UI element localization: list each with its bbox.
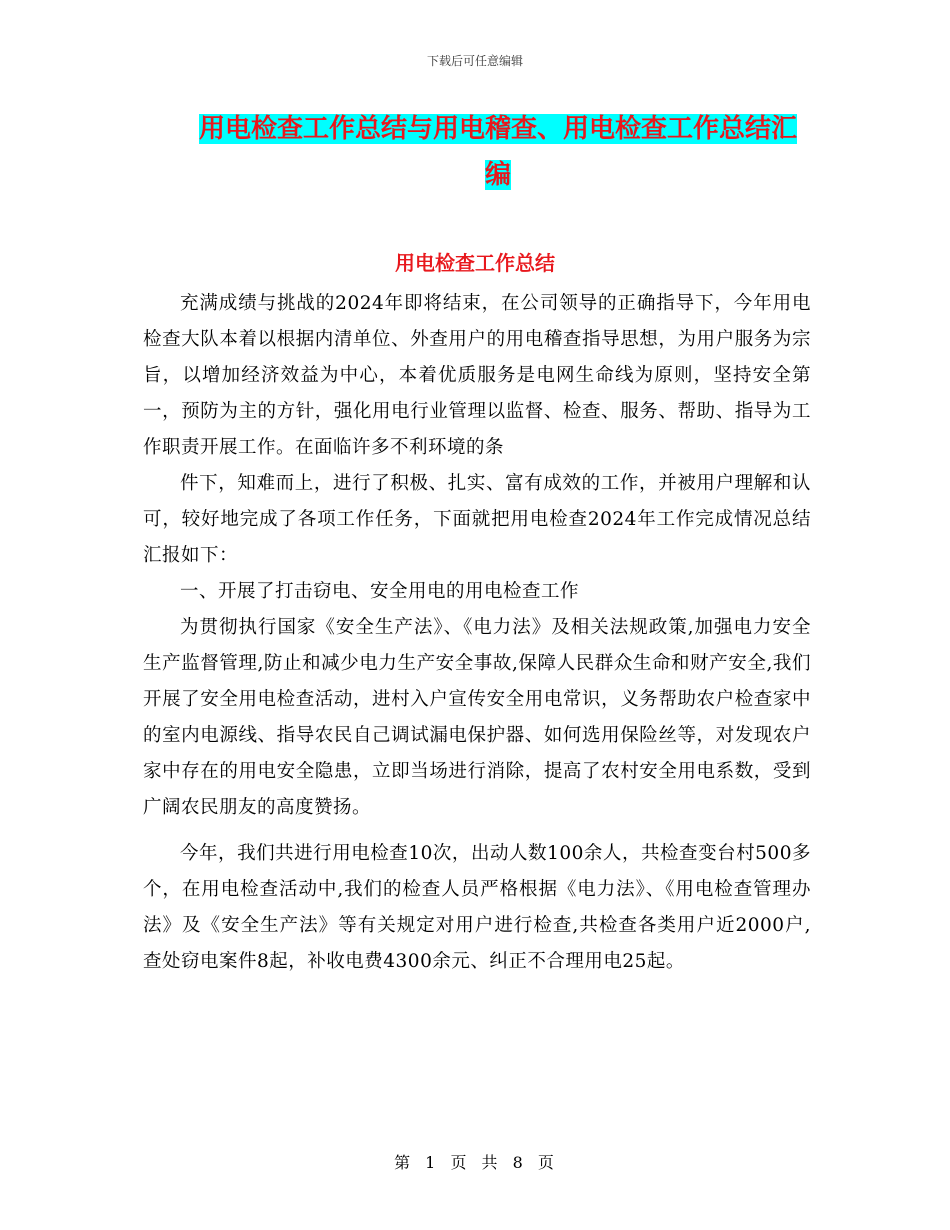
document-title-line2: 编 (484, 160, 511, 190)
paragraph-4: 今年，我们共进行用电检查10次，出动人数100余人，共检查变台村500多个，在用电检查活动中,我们的检查人员严格根据《电力法》、《用电检查管理办法》及《安全生产法》等有关规定对用户进行检查,共检查各类用户近2000户,查处窃电案件8起，补收电费4300余元、纠正不合理用电25起。 (143, 843, 811, 972)
section-title: 用电检查工作总结 (395, 251, 555, 275)
document-title (188, 106, 808, 198)
page-header-note: 下载后可任意编辑 (426, 54, 523, 68)
paragraph-1: 充满成绩与挑战的2024年即将结束，在公司领导的正确指导下，今年用电检查大队本着以根据内清单位、外查用户的用电稽查指导思想，为用户服务为宗旨，以增加经济效益为中心，本着优质服务是电网生命线为原则，坚持安全第一，预防为主的方针，强化用电行业管理以监督、检查、服务、帮助、指导为工作职责开展工作。在面临许多不利环境的条 (143, 293, 811, 458)
paragraph-2: 件下，知难而上，进行了积极、扎实、富有成效的工作，并被用户理解和认可，较好地完成了各项工作任务，下面就把用电检查2024年工作完成情况总结汇报如下： (143, 473, 811, 566)
document-body (143, 286, 811, 980)
document-title-line1: 用电检查工作总结与用电稽查、用电检查工作总结汇 (198, 114, 797, 144)
paragraph-3: 为贯彻执行国家《安全生产法》、《电力法》及相关法规政策,加强电力安全生产监督管理,防止和减少电力生产安全事故,保障人民群众生命和财产安全,我们开展了安全用电检查活动，进村入户宣传安全用电常识，义务帮助农户检查家中的室内电源线、指导农民自己调试漏电保护器、如何选用保险丝等，对发现农户家中存在的用电安全隐患，立即当场进行消除，提高了农村安全用电系数，受到广阔农民朋友的高度赞扬。 (143, 617, 811, 818)
paragraph-heading-1: 一、开展了打击窃电、安全用电的用电检查工作 (180, 581, 580, 602)
page-number: 第 1 页 共 8 页 (394, 1153, 556, 1172)
